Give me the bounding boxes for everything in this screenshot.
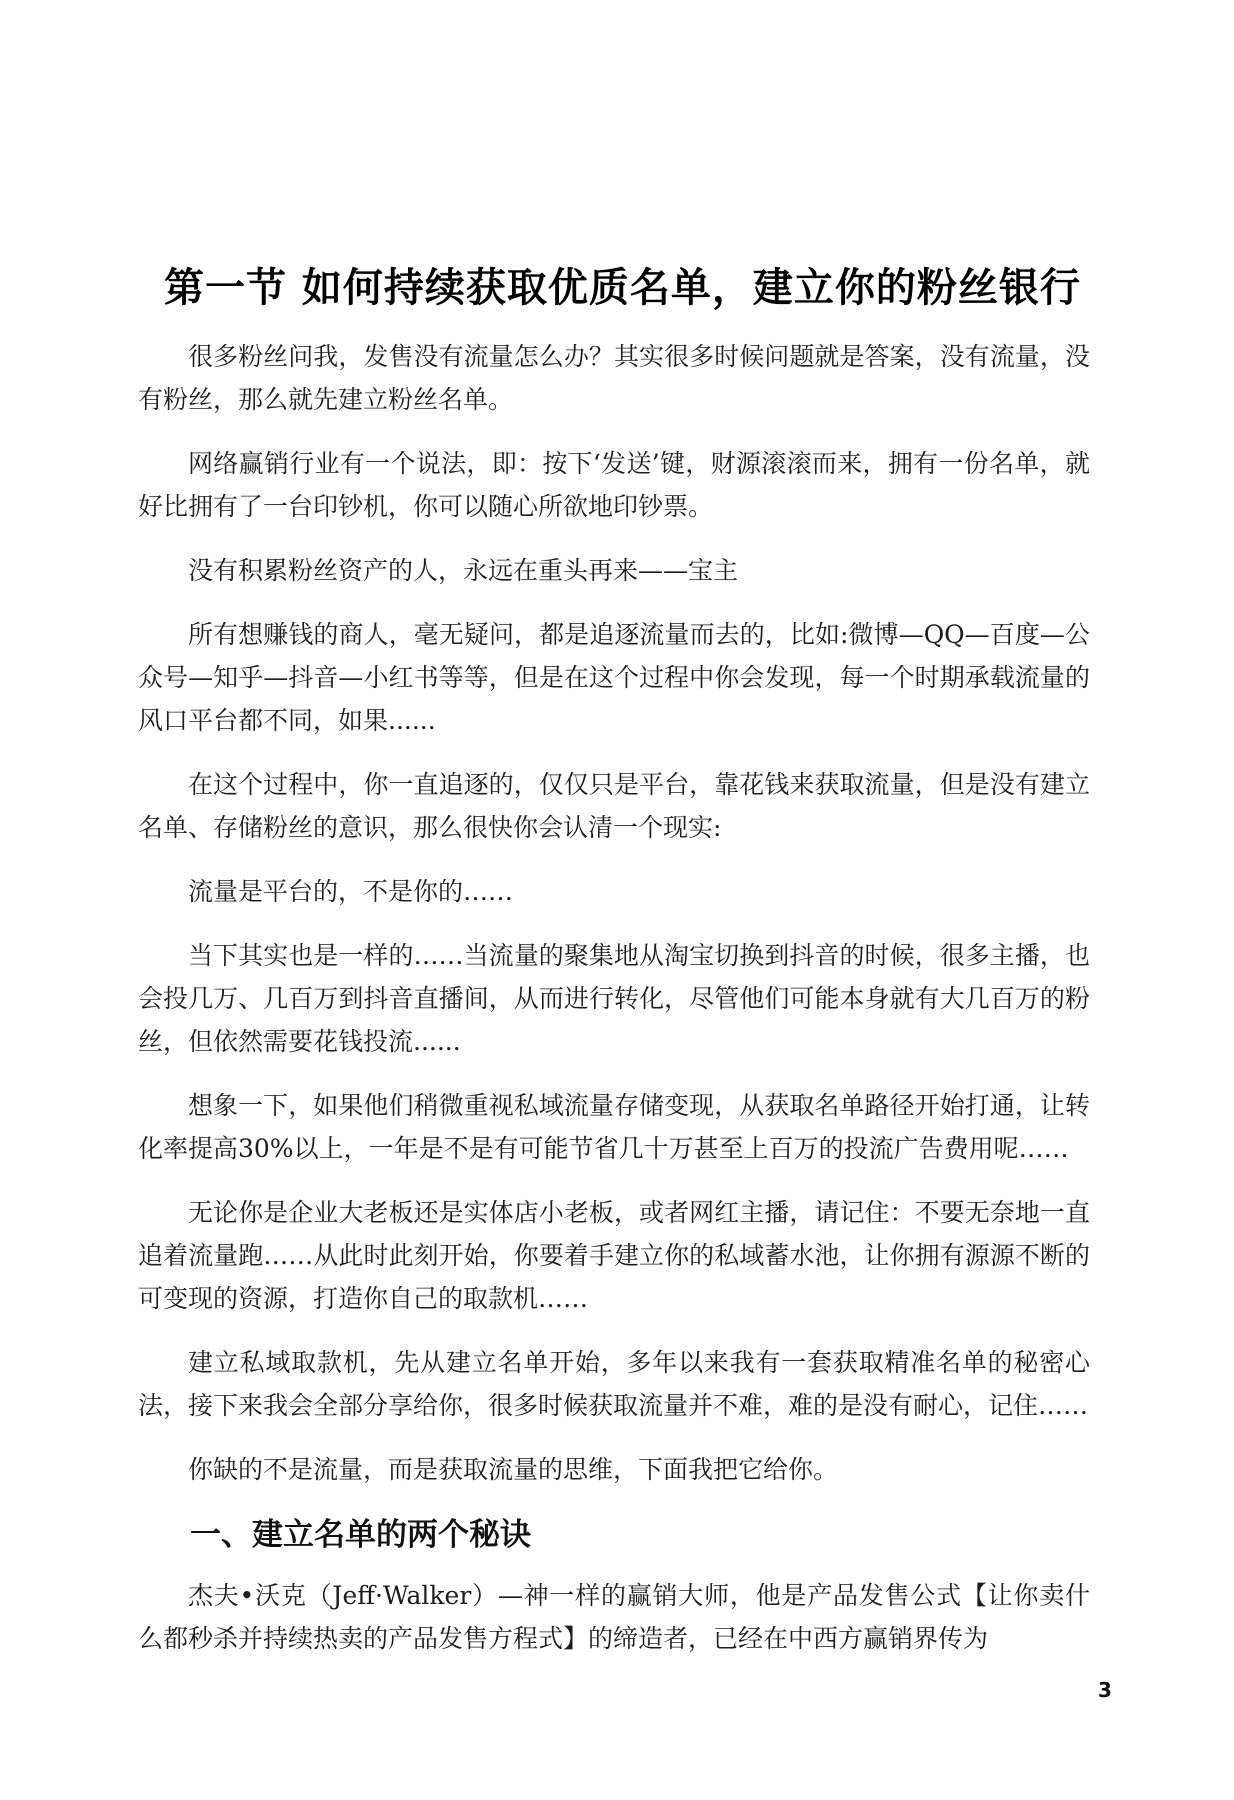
page-number: 3 bbox=[1098, 1678, 1112, 1702]
section-title: 第一节 如何持续获取优质名单，建立你的粉丝银行 bbox=[164, 265, 1081, 311]
paragraph: 建立私域取款机，先从建立名单开始，多年以来我有一套获取精准名单的秘密心法，接下来我会全部分享给你，很多时候获取流量并不难，难的是没有耐心，记住…… bbox=[138, 1348, 1090, 1420]
paragraph: 没有积累粉丝资产的人，永远在重头再来——宝主 bbox=[188, 556, 739, 585]
paragraph: 想象一下，如果他们稍微重视私域流量存储变现，从获取名单路径开始打通，让转化率提高30%以上，一年是不是有可能节省几十万甚至上百万的投流广告费用呢…… bbox=[138, 1091, 1090, 1163]
paragraph: 杰夫•沃克（Jeff·Walker）—神一样的赢销大师，他是产品发售公式【让你卖什么都秒杀并持续热卖的产品发售方程式】的缔造者，已经在中西方赢销界传为 bbox=[138, 1581, 1090, 1653]
paragraph: 你缺的不是流量，而是获取流量的思维，下面我把它给你。 bbox=[188, 1455, 839, 1484]
paragraph: 当下其实也是一样的……当流量的聚集地从淘宝切换到抖音的时候，很多主播，也会投几万、几百万到抖音直播间，从而进行转化，尽管他们可能本身就有大几百万的粉丝，但依然需要花钱投流...... bbox=[138, 941, 1090, 1056]
paragraph: 网络赢销行业有一个说法，即：按下‘发送’键，财源滚滚而来，拥有一份名单，就好比拥有了一台印钞机，你可以随心所欲地印钞票。 bbox=[138, 449, 1090, 521]
paragraph: 很多粉丝问我，发售没有流量怎么办？其实很多时候问题就是答案，没有流量，没有粉丝，那么就先建立粉丝名单。 bbox=[138, 342, 1090, 414]
paragraph: 所有想赚钱的商人，毫无疑问，都是追逐流量而去的，比如:微博—QQ—百度—公众号—知乎—抖音—小红书等等，但是在这个过程中你会发现，每一个时期承载流量的风口平台都不同，如果...... bbox=[138, 620, 1090, 735]
paragraph: 流量是平台的，不是你的…… bbox=[188, 877, 514, 906]
body-text bbox=[138, 335, 1090, 1681]
paragraph: 无论你是企业大老板还是实体店小老板，或者网红主播，请记住：不要无奈地一直追着流量跑……从此时此刻开始，你要着手建立你的私域蓄水池，让你拥有源源不断的可变现的资源，打造你自己的取款机…… bbox=[138, 1198, 1090, 1313]
paragraph: 在这个过程中，你一直追逐的，仅仅只是平台，靠花钱来获取流量，但是没有建立名单、存储粉丝的意识，那么很快你会认清一个现实: bbox=[138, 770, 1090, 842]
subheading: 一、建立名单的两个秘诀 bbox=[190, 1517, 531, 1553]
